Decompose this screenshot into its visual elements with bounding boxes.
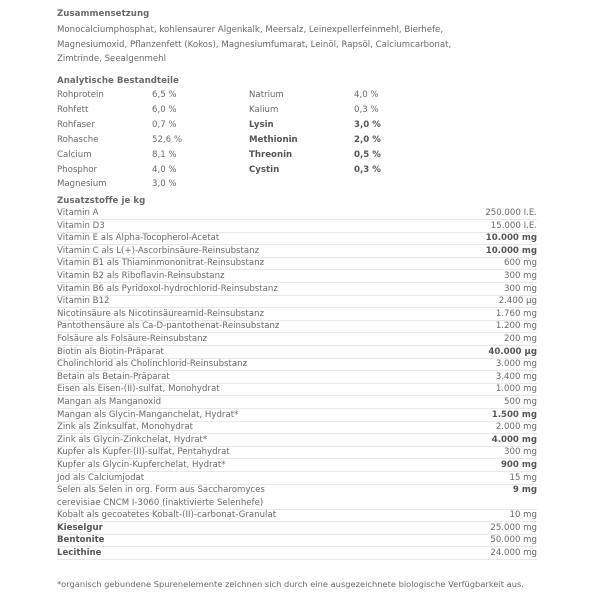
additive-name <box>57 383 220 396</box>
analytic-name: Rohasche <box>57 134 99 145</box>
additive-row <box>57 434 537 447</box>
additive-name-line: Vitamin D3 <box>57 220 105 231</box>
additive-name-line: Mangan als Manganoxid <box>57 397 162 407</box>
additive-row <box>57 283 537 296</box>
additive-name <box>57 257 264 270</box>
analytic-value: 52,6 % <box>152 134 183 145</box>
additive-name <box>57 472 144 485</box>
analytic-value: 3,0 % <box>354 119 381 130</box>
additive-name-line: Bentonite <box>57 535 105 546</box>
analytic-value: 0,3 % <box>354 164 381 175</box>
analytic-name: Methionin <box>249 134 298 145</box>
additive-name <box>57 232 219 245</box>
additive-value: 1.000 mg <box>495 384 537 395</box>
additive-row <box>57 522 537 535</box>
additive-row <box>57 459 537 472</box>
analytic-row <box>0 163 600 178</box>
analytic-name: Calcium <box>57 149 92 160</box>
analytic-value: 0,7 % <box>152 119 177 130</box>
additive-value: 50.000 mg <box>490 535 537 546</box>
additive-name-line: cerevisiae CNCM I-3060 (inaktivierte Selenhefe) <box>57 498 264 509</box>
additive-name <box>57 484 265 510</box>
additive-name-line: Pantothensäure als Ca-D-pantothenat-Reinsubstanz <box>57 321 280 332</box>
additive-value: 600 mg <box>504 258 537 269</box>
additive-name <box>57 446 230 459</box>
additive-name-line: Vitamin C als L(+)-Ascorbinsäure-Reinsubstanz <box>57 245 260 256</box>
additive-name <box>57 396 161 409</box>
additive-row <box>57 320 537 333</box>
additive-row <box>57 257 537 270</box>
additive-name-line: Biotin als Biotin-Präparat <box>57 346 164 357</box>
additive-row <box>57 333 537 346</box>
zusammensetzung-line: Monocalciumphosphat, kohlensaurer Algenkalk, Meersalz, Leinexpellerfeinmehl, Bierhefe, <box>57 25 444 35</box>
additive-name-line: Kupfer als Kupfer-(II)-sulfat, Pentahydrat <box>57 447 230 458</box>
additive-row <box>57 308 537 321</box>
additive-name <box>57 308 264 321</box>
analytic-value: 2,0 % <box>354 134 381 145</box>
additive-value: 300 mg <box>504 271 537 281</box>
zusammensetzung-line: Zimtrinde, Seealgenmehl <box>57 54 166 64</box>
additive-value: 500 mg <box>504 397 537 407</box>
additive-value: 10.000 mg <box>485 245 537 256</box>
additive-row <box>57 383 537 396</box>
additive-name <box>57 295 109 308</box>
additive-value: 15 mg <box>509 472 537 483</box>
analytic-name: Threonin <box>249 149 293 160</box>
additive-name <box>57 245 259 258</box>
analytic-row <box>0 177 600 192</box>
additive-row <box>57 358 537 371</box>
additive-name-line: Folsäure als Folsäure-Reinsubstanz <box>57 334 208 344</box>
additive-name-line: Cholinchlorid als Cholinchlorid-Reinsubstanz <box>57 359 248 370</box>
additive-name <box>57 346 164 359</box>
additive-row <box>57 396 537 409</box>
additive-name-line: Vitamin B2 als Riboflavin-Reinsubstanz <box>57 271 225 281</box>
additive-name <box>57 270 225 283</box>
analytic-name: Phosphor <box>57 164 98 175</box>
additive-row <box>57 346 537 359</box>
additive-value: 200 mg <box>504 334 537 344</box>
additive-name-line: Vitamin B12 <box>57 296 110 307</box>
additive-value: 24.000 mg <box>490 548 537 558</box>
additive-row <box>57 220 537 233</box>
additive-name <box>57 333 207 346</box>
analytic-name: Rohprotein <box>57 90 104 100</box>
footnote: *organisch gebundene Spurenelemente zeichnen sich durch eine ausgezeichnete biologische Verfügbarkeit aus. <box>57 579 524 589</box>
analytic-name: Natrium <box>249 90 284 100</box>
additive-name-line: Nicotinsäure als Nicotinsäureamid-Reinsubstanz <box>57 308 264 319</box>
analytic-value: 3,0 % <box>152 179 177 190</box>
analytic-value: 6,5 % <box>152 90 177 100</box>
additive-value: 1.500 mg <box>491 409 537 420</box>
analytic-value: 0,3 % <box>354 104 379 115</box>
additive-name <box>57 459 226 472</box>
additive-name-line: Lecithine <box>57 548 102 558</box>
additive-row <box>57 472 537 485</box>
additive-name <box>57 320 279 333</box>
additive-row <box>57 207 537 220</box>
additive-row <box>57 484 537 510</box>
analytic-row <box>0 148 600 163</box>
additive-value: 4.000 mg <box>491 434 537 445</box>
additive-row <box>57 509 537 522</box>
analytic-name: Rohfaser <box>57 119 95 130</box>
analytic-value: 4,0 % <box>152 164 177 175</box>
additive-name <box>57 522 103 535</box>
additive-value: 300 mg <box>504 447 537 458</box>
additive-value: 2.400 µg <box>498 296 537 307</box>
additive-name-line: Mangan als Glycin-Manganchelat, Hydrat* <box>57 409 239 420</box>
additive-name-line: Kobalt als gecoatetes Kobalt-(II)-carbonat-Granulat <box>57 510 277 521</box>
additive-row <box>57 371 537 384</box>
additive-value: 300 mg <box>504 283 537 294</box>
additive-row <box>57 295 537 308</box>
additive-value: 900 mg <box>500 460 537 470</box>
additive-value: 3.000 mg <box>495 359 537 370</box>
zusammensetzung-title: Zusammensetzung <box>57 9 150 19</box>
zusammensetzung-line: Magnesiumoxid, Pflanzenfett (Kokos), Magnesiumfumarat, Leinöl, Rapsöl, Calciumcarbonat, <box>57 39 452 50</box>
additive-name <box>57 509 276 522</box>
additive-name <box>57 421 193 434</box>
additive-row <box>57 534 537 547</box>
additive-row <box>57 409 537 422</box>
additive-name-line: Betain als Betain-Präparat <box>57 371 170 382</box>
analytic-row <box>0 103 600 118</box>
additive-name <box>57 283 278 296</box>
analytic-name: Kalium <box>249 104 279 115</box>
additive-name-line: Vitamin E als Alpha-Tocopherol-Acetat <box>57 233 220 244</box>
additive-row <box>57 446 537 459</box>
analytic-row <box>0 88 600 103</box>
additive-value: 1.760 mg <box>495 308 537 319</box>
analytic-name: Cystin <box>249 164 280 175</box>
additive-name-line: Kieselgur <box>57 522 103 533</box>
analytic-value: 4,0 % <box>354 90 379 100</box>
analytic-row <box>0 133 600 148</box>
analytic-value: 6,0 % <box>152 104 177 115</box>
additive-value: 40.000 µg <box>488 346 537 357</box>
additive-value: 10 mg <box>509 510 537 521</box>
additive-name-line: Jod als Calciumjodat <box>57 472 145 483</box>
additive-name <box>57 207 99 220</box>
additive-name-line: Eisen als Eisen-(II)-sulfat, Monohydrat <box>57 384 220 395</box>
additive-row <box>57 547 537 560</box>
analytic-name: Rohfett <box>57 104 89 115</box>
additive-value: 9 mg <box>512 485 537 496</box>
analytic-value: 8,1 % <box>152 149 177 160</box>
additive-row <box>57 270 537 283</box>
additive-value: 25.000 mg <box>490 522 537 533</box>
additive-name-line: Zink als Zinksulfat, Monohydrat <box>57 422 193 433</box>
additive-row <box>57 232 537 245</box>
additive-name-line: Selen als Selen in org. Form aus Saccharomyces <box>57 485 265 496</box>
additive-row <box>57 245 537 258</box>
additive-row <box>57 421 537 434</box>
additive-name-line: Vitamin B1 als Thiaminmononitrat-Reinsubstanz <box>57 258 265 269</box>
additive-name <box>57 371 170 384</box>
zusammensetzung-text <box>57 23 547 67</box>
additive-value: 1.200 mg <box>495 321 537 332</box>
additive-name <box>57 358 247 371</box>
additive-name-line: Vitamin A <box>57 208 99 218</box>
additive-name <box>57 547 101 560</box>
analytic-name: Magnesium <box>57 179 107 190</box>
additive-name-line: Zink als Glycin-Zinkchelat, Hydrat* <box>57 434 208 445</box>
analytische-title: Analytische Bestandteile <box>57 76 179 86</box>
analytic-row <box>0 118 600 133</box>
additive-value: 10.000 mg <box>485 233 537 244</box>
additive-value: 15.000 I.E. <box>490 220 537 231</box>
analytic-value: 0,5 % <box>354 149 381 160</box>
zusatzstoffe-title: Zusatzstoffe je kg <box>57 196 146 206</box>
analytic-name: Lysin <box>249 119 274 130</box>
additive-name <box>57 220 105 233</box>
additive-name <box>57 534 105 547</box>
additive-name <box>57 434 207 447</box>
additive-value: 2.000 mg <box>495 422 537 433</box>
additive-value: 250.000 I.E. <box>485 208 537 218</box>
additive-value: 3.400 mg <box>495 371 537 382</box>
additive-name-line: Vitamin B6 als Pyridoxol-hydrochlorid-Reinsubstanz <box>57 283 278 294</box>
additive-name-line: Kupfer als Glycin-Kupferchelat, Hydrat* <box>57 460 226 470</box>
additive-name <box>57 409 238 422</box>
